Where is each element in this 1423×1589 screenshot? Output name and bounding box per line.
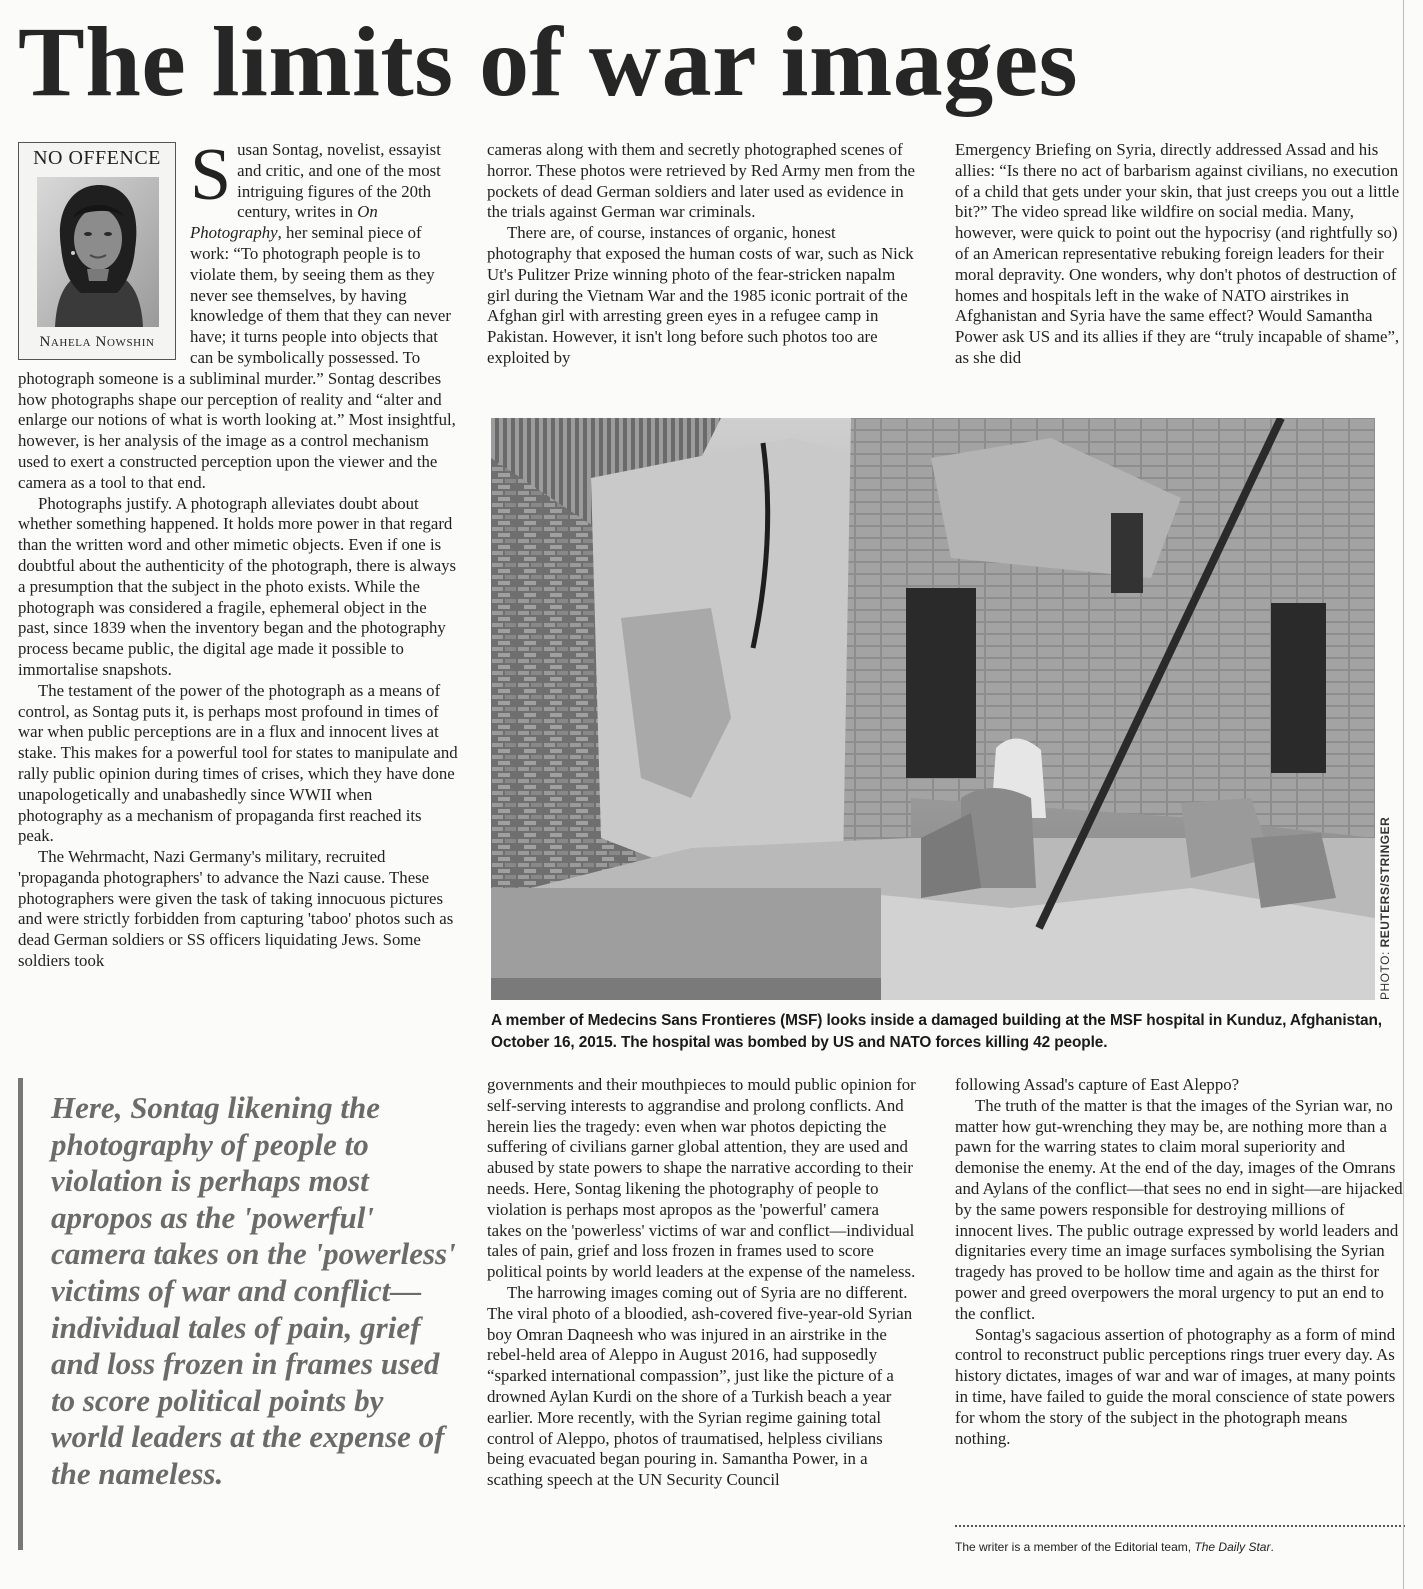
photo-caption: A member of Medecins Sans Frontieres (MSF) looks inside a damaged building at the MSF hospital in Kunduz, Afghanistan, October 16, 2015. The hospital was bombed by US and NATO forces killing 42 people. (491, 1012, 1382, 1051)
pull-quote (18, 1078, 463, 1550)
paragraph: cameras along with them and secretly photographed scenes of horror. These photos were retrieved by Red Army men from the pockets of dead German soldiers and later used as evidence in the trials against German war criminals. (487, 140, 915, 222)
author-footnote: The writer is a member of the Editorial team, The Daily Star. (955, 1540, 1274, 1554)
article-column-1 (18, 134, 460, 972)
article-column-3 (955, 140, 1405, 369)
pull-quote-text: Here, Sontag likening the photography of people to violation is perhaps most apropos as the 'powerful' camera takes on the 'powerless' victims of war and conflict—individual tales of pain, grief and loss frozen in frames used to score political points by world leaders at the expense of the nameless. (51, 1090, 456, 1491)
paragraph: following Assad's capture of East Aleppo? (955, 1075, 1240, 1094)
paragraph: The truth of the matter is that the images of the Syrian war, no matter how gut-wrenching they may be, are nothing more than a pawn for the warring states to claim moral superiority and demonise the enemy. At the end of the day, images of the Omrans and Aylans of the conflict—that sees no end in sight—are hijacked by the same powers responsible for destroying millions of innocent lives. The public outrage expressed by world leaders and dignitaries every time an image surfaces symbolising the Syrian tragedy has proved to be hollow time and again as the thirst for power and greed overpowers the moral urgency to put an end to the conflict. (955, 1095, 1403, 1323)
page-edge-line (1403, 0, 1404, 1589)
news-photo (491, 418, 1375, 1000)
column-label: NO OFFENCE (33, 147, 161, 169)
drop-cap: S (190, 134, 232, 216)
paragraph: Photographs justify. A photograph alleviates doubt about whether something happened. It holds more power in that regard than the written word and other mimetic objects. Even if one is doubtful about the authenticity of the photograph, there is always a presumption that the subject in the photo exists. While the photograph was considered a fragile, ephemeral object in the past, since 1839 when the inventory began and the photography process became public, the digital age made it possible to immortalise snapshots. (18, 493, 457, 679)
columnist-box (18, 142, 176, 360)
paragraph: Sontag's sagacious assertion of photography as a form of mind control to reconstruct public perceptions rings truer every day. As history dictates, images of war and war of images, at many points in time, have failed to guide the moral conscience of state powers for whom the story of the subject in the photograph means nothing. (955, 1324, 1396, 1448)
publication-name: The Daily Star (1194, 1540, 1271, 1554)
paragraph: The Wehrmacht, Nazi Germany's military, recruited 'propaganda photographers' to advance the Nazi cause. These photographers were given the task of taking innocuous pictures and were strictly forbidden from capturing 'taboo' photos such as dead German soldiers or SS officers liquidating Jews. Some soldiers took (18, 847, 454, 971)
dotted-divider (955, 1525, 1405, 1527)
paragraph: governments and their mouthpieces to mould public opinion for self-serving interests to aggrandise and prolong conflicts. And herein lies the tragedy: even when war photos depicting the suffering of civilians garner global attention, they are used and abused by state powers to shape the narrative according to their needs. Here, Sontag likening the photography of people to violation is perhaps most apropos as the 'powerful' camera takes on the 'powerless' victims of war and conflict—individual tales of pain, grief and loss frozen in frames used to score political points by world leaders at the expense of the nameless. (487, 1075, 916, 1282)
paragraph: Emergency Briefing on Syria, directly addressed Assad and his allies: “Is there no act of barbarism against civilians, no execution of a child that gets under your skin, that just creeps you out a little bit?” The video spread like wildfire on social media. Many, however, were quick to point out the hypocrisy (and rightfully so) of an American representative rebuking foreign leaders for their moral depravity. One wonders, why don't photos of destruction of homes and hospitals left in the wake of NATO airstrikes in Afghanistan and Syria have the same effect? Would Samantha Power ask US and its allies if they are “truly incapable of shame”, as she did (955, 140, 1400, 367)
paragraph: Susan Sontag, novelist, essayist and critic, and one of the most intriguing figures of the 20th century, writes in On Photography, her seminal piece of work: “To photograph people is to violate them, by seeing them as they never see themselves, by having knowledge of them that they can never have; it turns people into objects that can be symbolically possessed. To photograph someone is a subliminal murder.” Sontag describes how photographs shape our perception of reality and “alter and enlarge our notions of what is worth looking at.” Most insightful, however, is her analysis of the image as a control mechanism used to exert a constructed perception upon the viewer and the camera as a tool to that end. (18, 134, 456, 492)
photo-credit: PHOTO: REUTERS/STRINGER (1378, 816, 1392, 1000)
author-name: Nahela Nowshin (39, 334, 155, 351)
book-title: On Photography (190, 202, 378, 243)
article-column-2-continued (487, 1075, 917, 1491)
article-column-3-continued (955, 1075, 1405, 1449)
headline: The limits of war images (18, 6, 1079, 117)
paragraph: There are, of course, instances of organic, honest photography that exposed the human costs of war, such as Nick Ut's Pulitzer Prize winning photo of the fear-stricken napalm girl during the Vietnam War and the 1985 iconic portrait of the Afghan girl with arresting green eyes in a refugee camp in Pakistan. However, it isn't long before such photos too are exploited by (487, 223, 914, 367)
paragraph: The harrowing images coming out of Syria are no different. The viral photo of a bloodied, ash-covered five-year-old Syrian boy Omran Daqneesh who was injured in an airstrike in the rebel-held area of Aleppo in August 2016, had supposedly “sparked international compassion”, just like the picture of a drowned Aylan Kurdi on the shore of a Turkish beach a year earlier. More recently, with the Syrian regime gaining total control of Aleppo, photos of traumatised, helpless civilians being evacuated began pouring in. Samantha Power, in a scathing speech at the UN Security Council (487, 1282, 913, 1490)
author-portrait (37, 177, 159, 327)
article-column-2 (487, 140, 917, 369)
paragraph: The testament of the power of the photograph as a means of control, as Sontag puts it, is perhaps most profound in times of war when public perceptions are in a flux and innocent lives at stake. This makes for a powerful tool for states to manipulate and rally public opinion during times of crises, which they have done unapologetically and unabashedly since WWII when photography as a mechanism of propaganda first reached its peak. (18, 680, 458, 846)
